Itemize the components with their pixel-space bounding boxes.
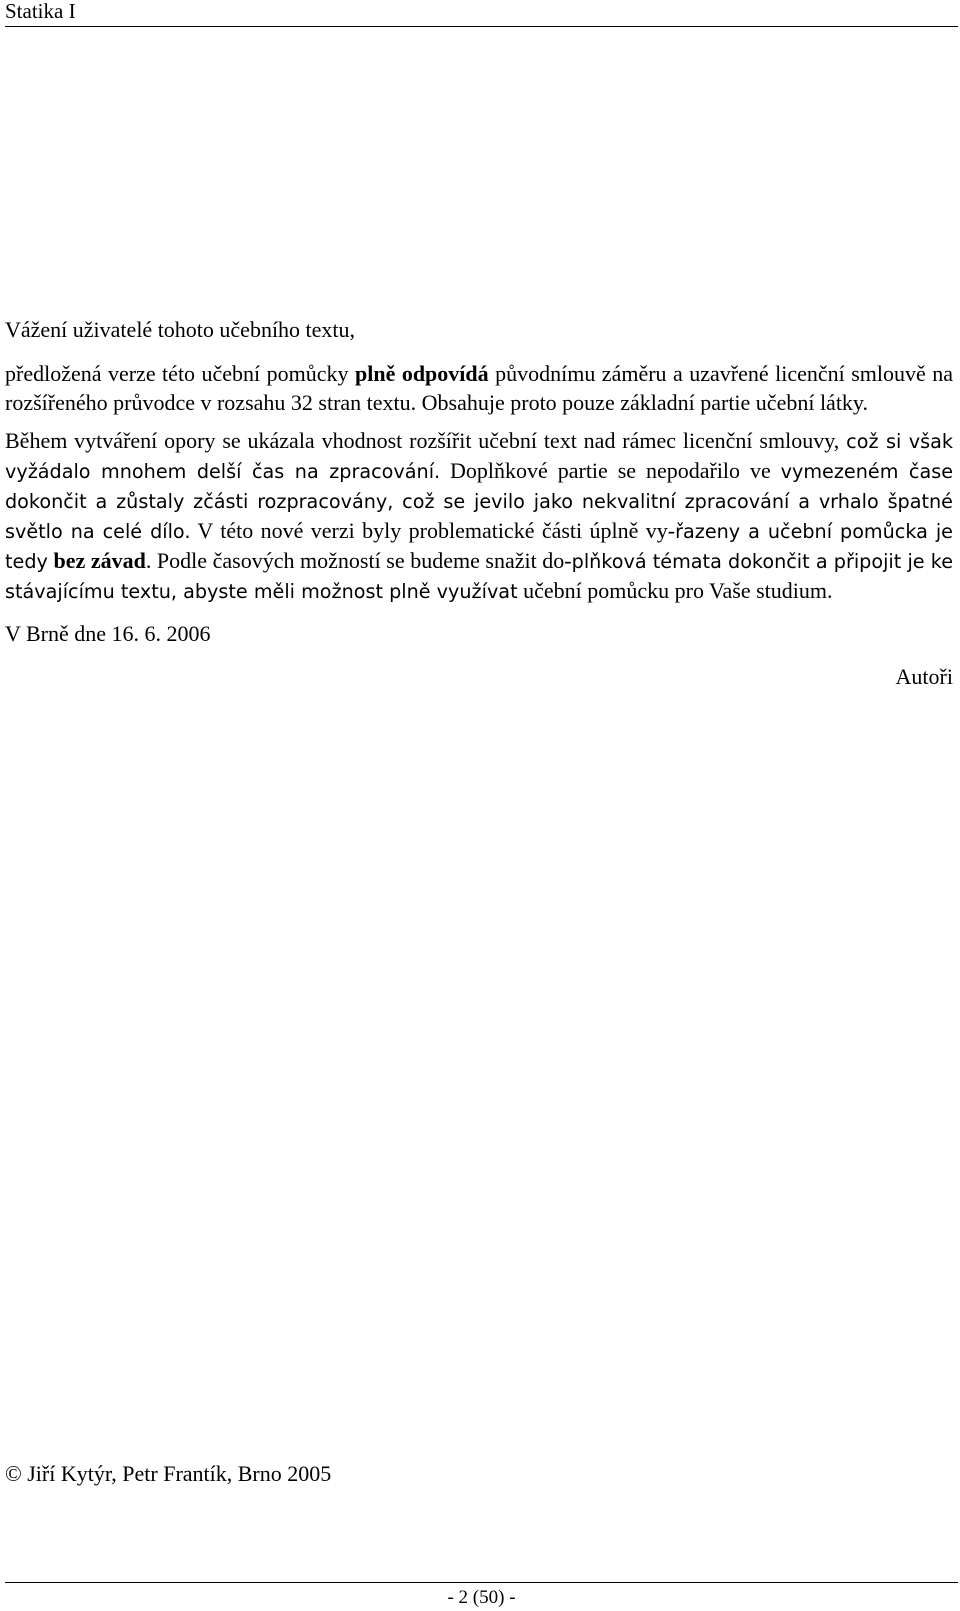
letter-date: V Brně dne 16. 6. 2006 [5,621,211,646]
paragraph-1 [5,359,953,417]
paragraph-2-serif-mid-1: Doplňkové partie se nepodařilo ve [450,458,771,483]
paragraph-2-serif-start: Během vytváření opory se ukázala vhodnost rozšířit učební text nad rámec licenční smlouvy, [5,428,840,453]
paragraph-2-serif-mid-3: . Podle časových možností se budeme snažit do- [145,548,572,573]
paragraph-2-serif-mid-2: V této nové verzi byly problematické části úplně vy- [197,518,676,543]
paragraph-2-sans-3: řazeny a učební pomůcka je tedy [5,520,953,573]
paragraph-1-start: předložená verze této učební pomůcky [5,361,355,386]
paragraph-1-end: původnímu záměru a uzavřené licenční smlouvě na rozšířeného průvodce v rozsahu 32 stran textu. Obsahuje proto pouze základní partie učební látky. [5,361,953,415]
paragraph-2-sans-1: což si však vyžádalo mnohem delší čas na zpracování. [5,430,954,483]
copyright-notice: © Jiří Kytýr, Petr Frantík, Brno 2005 [5,1461,332,1486]
header-title: Statika I [5,0,76,23]
page-footer [5,1582,958,1610]
paragraph-2-sans-2: vymezeném čase dokončit a zůstaly zčásti rozpracovány, což se jevilo jako nekvalitní zpracování a vrhalo špatné světlo na celé dílo. [5,460,954,543]
page-number: - 2 (50) - [447,1587,516,1608]
greeting: Vážení uživatelé tohoto učebního textu, [5,317,356,342]
paragraph-2 [5,426,953,606]
letter-body [5,315,953,691]
page-header [5,0,958,27]
paragraph-1-bold: plně odpovídá [355,361,489,386]
paragraph-2-sans-4: plňková témata dokončit a připojit je ke stávajícímu textu, abyste měli možnost plně využívat [5,550,954,603]
paragraph-2-serif-end: učební pomůcku pro Vaše studium. [523,578,833,603]
letter-signature: Autoři [895,664,953,689]
paragraph-2-bold: bez závad [53,548,146,573]
